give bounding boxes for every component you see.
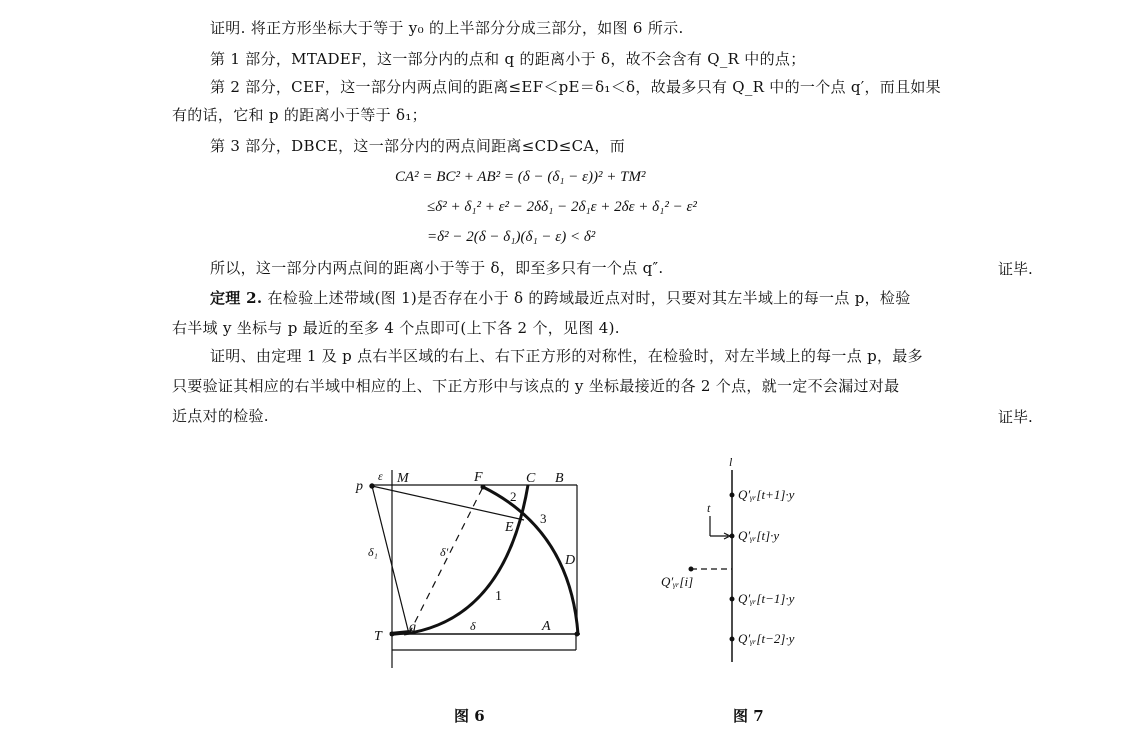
label-M: M [397, 471, 409, 486]
label-A: A [542, 619, 551, 634]
label-E: E [505, 520, 514, 535]
label-region-2: 2 [510, 489, 517, 504]
figure-6-labels [355, 469, 575, 644]
figure-7-labels [661, 455, 795, 646]
label-axis-l: l [729, 455, 733, 469]
paragraph-part-2-cont: 有的话，它和 p 的距离小于等于 δ₁； [172, 106, 427, 124]
label-q-t: Q′ᵧᵣ[t]·y [738, 528, 780, 543]
paragraph-conclusion: 所以，这一部分内两点间的距离小于等于 δ，即至多只有一个点 q″. [210, 259, 664, 277]
label-p: p [356, 479, 363, 494]
label-q-t-minus-2: Q′ᵧᵣ[t−2]·y [738, 631, 795, 646]
label-q-t-plus-1: Q′ᵧᵣ[t+1]·y [738, 487, 795, 502]
equation-line-1: CA² = BC² + AB² = (δ − (δ₁ − ε))² + TM² [395, 169, 646, 185]
label-delta-prime: δ′ [440, 545, 449, 559]
label-D: D [565, 553, 576, 568]
label-q-t-minus-1: Q′ᵧᵣ[t−1]·y [738, 591, 795, 606]
label-t: t [707, 501, 711, 515]
label-region-1: 1 [495, 589, 502, 604]
paragraph-proof-2-cont: 只要验证其相应的右半域中相应的上、下正方形中与该点的 y 坐标最接近的各 2 个点，就一定不会漏过对最 [172, 377, 900, 395]
label-B: B [555, 471, 564, 486]
equation-line-3: =δ² − 2(δ − δ₁)(δ₁ − ε) < δ² [427, 229, 596, 245]
label-q-i: Q′ᵧᵣ[i] [661, 574, 694, 589]
figure-6-caption: 图 6 [454, 707, 485, 725]
figure-6-diagram [370, 470, 580, 668]
label-delta1: δ₁ [368, 545, 378, 559]
paragraph-part-3: 第 3 部分，DBCE，这一部分内的两点间距离≤CD≤CA，而 [210, 137, 626, 155]
theorem-text: 在检验上述带域(图 1)是否存在小于 δ 的跨域最近点对时，只要对其左半域上的每一点 p，检验 [267, 289, 911, 307]
equation-line-2: ≤δ² + δ₁² + ε² − 2δδ₁ − 2δ₁ε + 2δε + δ₁² − ε² [427, 199, 697, 215]
theorem-2-cont: 右半域 y 坐标与 p 最近的至多 4 个点即可(上下各 2 个，见图 4). [172, 319, 620, 337]
label-C: C [526, 471, 536, 486]
theorem-label: 定理 2. [210, 289, 263, 307]
paragraph-proof-2-end: 近点对的检验. [172, 407, 269, 425]
label-epsilon: ε [378, 469, 383, 483]
label-region-3: 3 [540, 511, 547, 526]
paragraph-proof-intro: 证明. 将正方形坐标大于等于 y₀ 的上半部分分成三部分，如图 6 所示. [210, 19, 684, 37]
paragraph-proof-2: 证明、由定理 1 及 p 点右半区域的右上、右下正方形的对称性，在检验时，对左半域上的每一点 p，最多 [210, 347, 923, 365]
paragraph-part-1: 第 1 部分，MTADEF，这一部分内的点和 q 的距离小于 δ，故不会含有 Q_R 中的点； [210, 50, 806, 68]
qed-mark-2: 证毕. [998, 408, 1033, 426]
label-F: F [474, 470, 483, 485]
label-delta: δ [470, 619, 476, 633]
figure-7-diagram [689, 470, 734, 662]
label-T: T [374, 629, 382, 644]
qed-mark-1: 证毕. [998, 260, 1033, 278]
figure-7-caption: 图 7 [733, 707, 764, 725]
paragraph-part-2: 第 2 部分，CEF，这一部分内两点间的距离≤EF＜pE＝δ₁＜δ，故最多只有 Q_R 中的一个点 q′，而且如果 [210, 78, 941, 96]
label-q: q [409, 620, 416, 635]
